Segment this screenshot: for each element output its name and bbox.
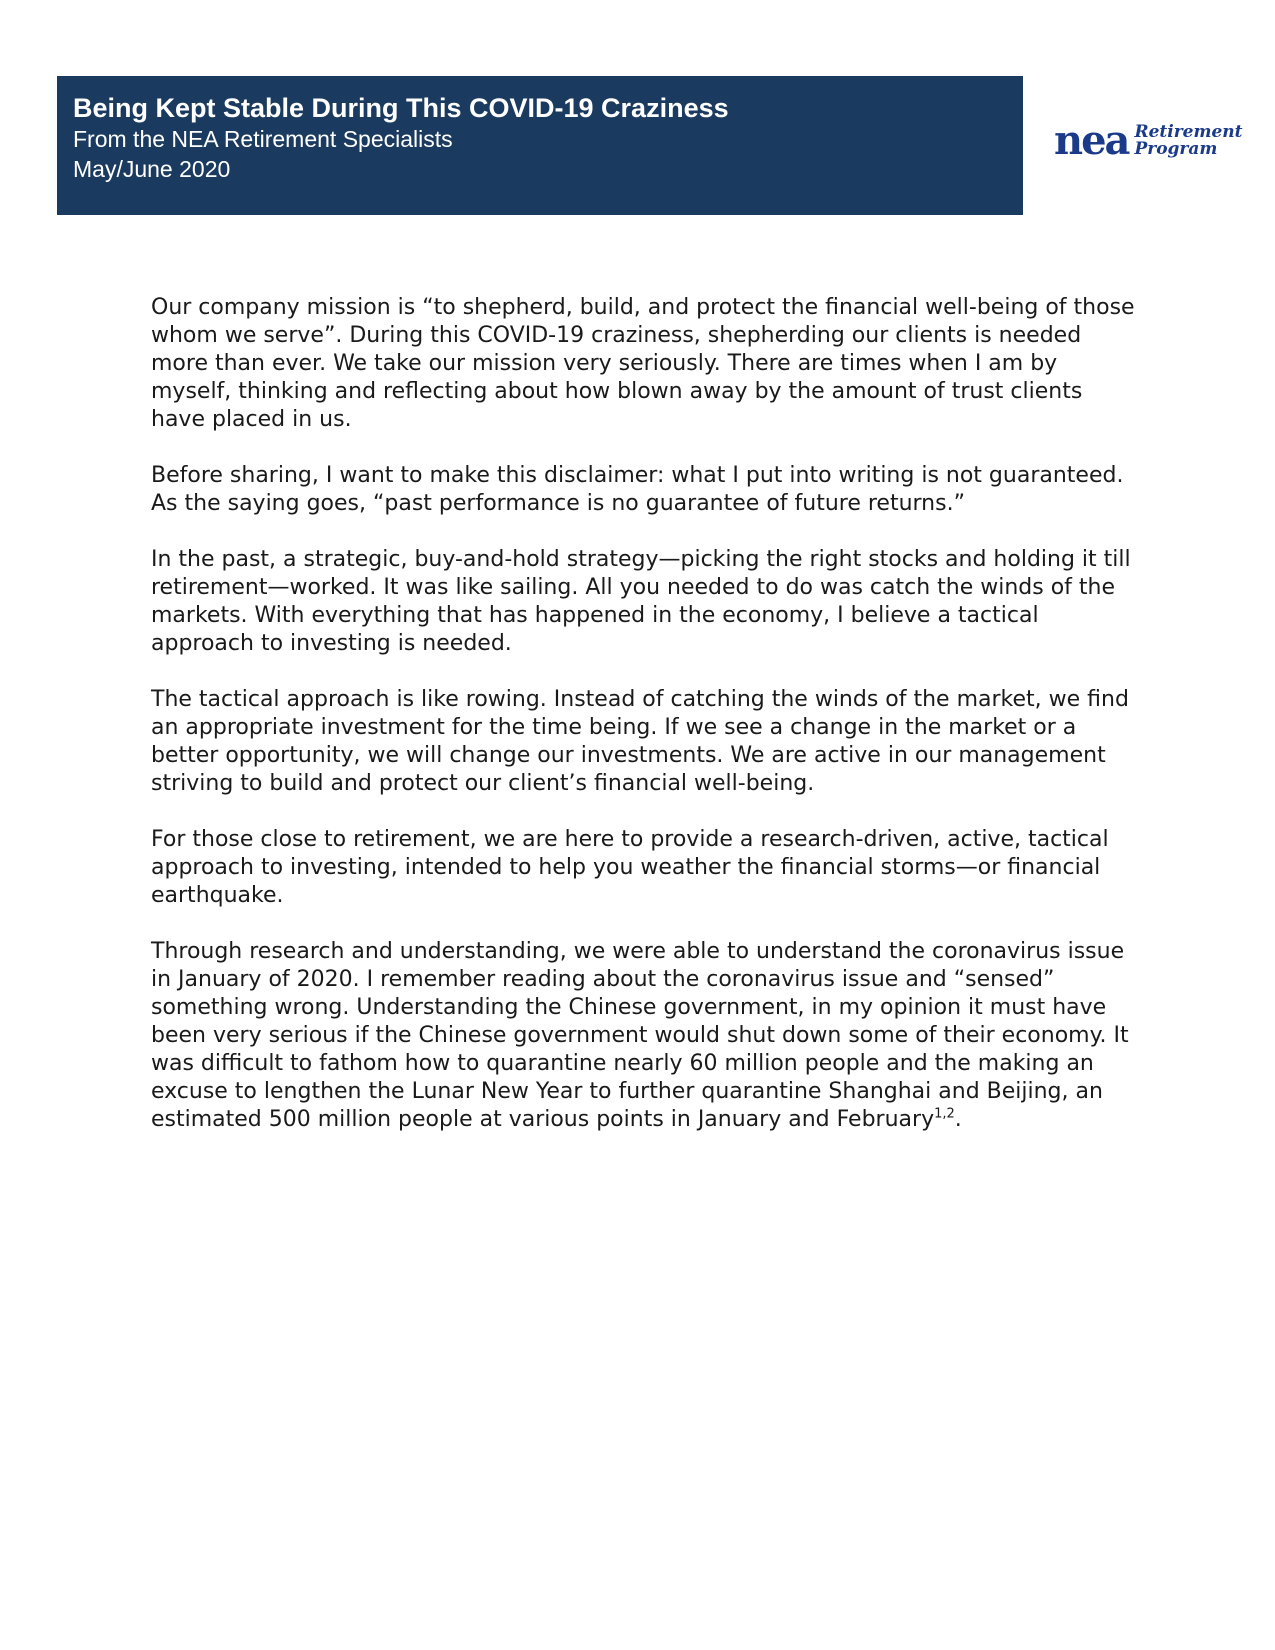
article-body xyxy=(151,294,1141,1162)
paragraph-6-end: . xyxy=(954,1107,962,1132)
paragraph-2: Before sharing, I want to make this disclaimer: what I put into writing is not guaranteed. As the saying goes, “past performance is no guarantee of future returns.” xyxy=(151,463,1124,516)
page-title: Being Kept Stable During This COVID-19 Craziness xyxy=(73,93,729,123)
paragraph-6 xyxy=(151,938,1141,1134)
logo-mark: nea xyxy=(1054,117,1129,164)
nea-retirement-program-logo xyxy=(1054,117,1243,164)
paragraph-6-text: Through research and understanding, we were able to understand the coronavirus issue in January of 2020. I remember reading about the coronavirus issue and “sensed” something wrong. Understanding the Chinese government, in my opinion it must have been very serious if the Chinese government would shut down some of their economy. It was difficult to fathom how to quarantine nearly 60 million people and the making an excuse to lengthen the Lunar New Year to further quarantine Shanghai and Beijing, an estimated 500 million people at various points in January and February xyxy=(151,939,1129,1132)
logo-wordmark xyxy=(1134,124,1242,158)
paragraph-4: The tactical approach is like rowing. Instead of catching the winds of the market, we find an appropriate investment for the time being. If we see a change in the market or a better opportunity, we will change our investments. We are active in our management striving to build and protect our client’s financial well-being. xyxy=(151,687,1129,796)
paragraph-1: Our company mission is “to shepherd, build, and protect the financial well-being of those whom we serve”. During this COVID-19 craziness, shepherding our clients is needed more than ever. We take our mission very seriously. There are times when I am by myself, thinking and reflecting about how blown away by the amount of trust clients have placed in us. xyxy=(151,295,1135,432)
logo-line-2: Program xyxy=(1134,139,1218,159)
issue-date: May/June 2020 xyxy=(73,156,231,182)
paragraph-5: For those close to retirement, we are here to provide a research-driven, active, tactical approach to investing, intended to help you weather the financial storms—or financial earthquake. xyxy=(151,827,1109,908)
page-subtitle: From the NEA Retirement Specialists xyxy=(73,126,453,152)
paragraph-3: In the past, a strategic, buy-and-hold strategy—picking the right stocks and holding it till retirement—worked. It was like sailing. All you needed to do was catch the winds of the markets. With everything that has happened in the economy, I believe a tactical approach to investing is needed. xyxy=(151,547,1131,656)
logo-line-1: Retirement xyxy=(1134,122,1243,142)
footnote-reference: 1,2 xyxy=(934,1106,955,1122)
header-band xyxy=(57,76,1023,215)
